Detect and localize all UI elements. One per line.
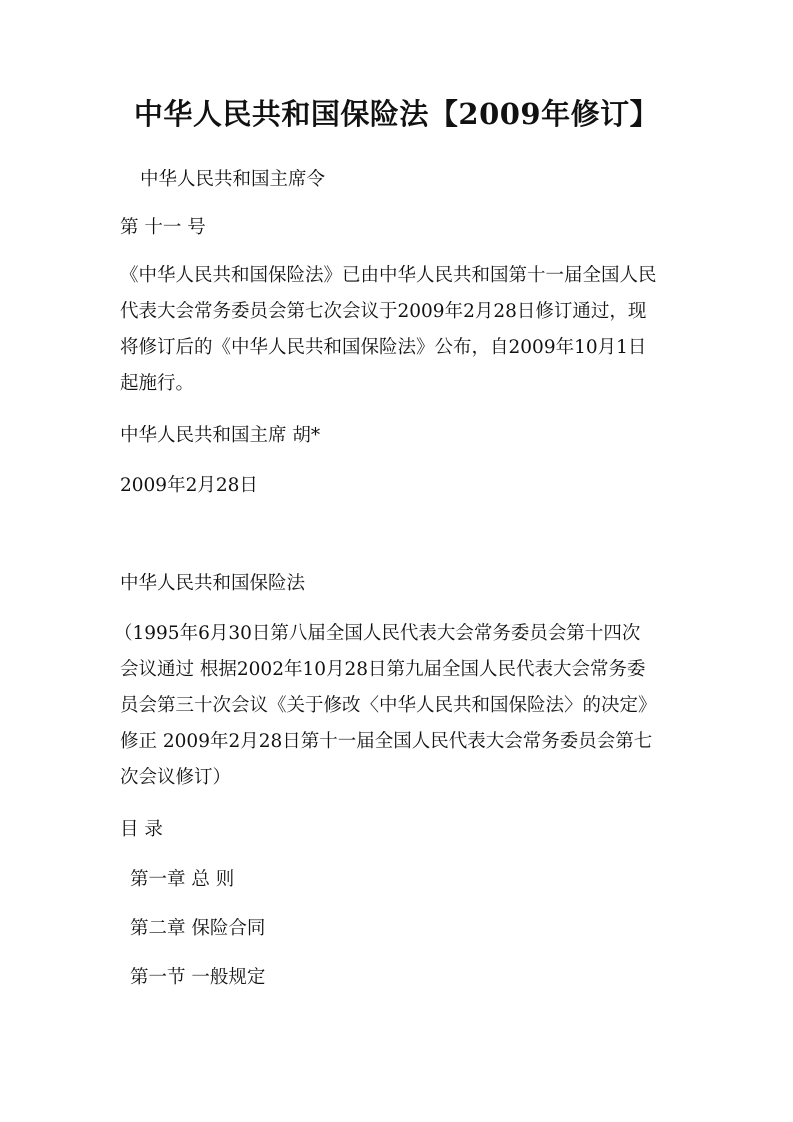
promulgation-line: 代表大会常务委员会第七次会议于2009年2月28日修订通过，现	[120, 301, 647, 322]
toc-item-chapter-2: 第二章 保险合同	[130, 918, 266, 939]
history-line: 修正 2009年2月28日第十一届全国人民代表大会常务委员会第七	[120, 731, 653, 752]
document-title: 中华人民共和国保险法【2009年修订】	[133, 97, 660, 131]
promulgation-line: 《中华人民共和国保险法》已由中华人民共和国第十一届全国人民	[120, 265, 657, 286]
toc-heading: 目 录	[120, 819, 163, 840]
order-number: 第 十一 号	[120, 217, 206, 238]
toc-item-section-1: 第一节 一般规定	[130, 967, 266, 988]
promulgation-line: 起施行。	[120, 373, 195, 394]
sign-date: 2009年2月28日	[120, 475, 258, 496]
signatory: 中华人民共和国主席 胡*	[120, 425, 321, 446]
toc-item-chapter-1: 第一章 总 则	[130, 869, 235, 890]
legislative-history	[114, 622, 674, 802]
history-line: （1995年6月30日第八届全国人民代表大会常务委员会第十四次	[114, 623, 641, 644]
promulgation-paragraph	[120, 264, 680, 408]
promulgation-line: 将修订后的《中华人民共和国保险法》公布，自2009年10月1日	[120, 337, 647, 358]
history-line: 次会议修订）	[120, 767, 232, 788]
history-line: 会议通过 根据2002年10月28日第九届全国人民代表大会常务委	[120, 659, 646, 680]
order-issuer: 中华人民共和国主席令	[140, 169, 326, 190]
law-name: 中华人民共和国保险法	[120, 573, 306, 594]
history-line: 员会第三十次会议《关于修改〈中华人民共和国保险法〉的决定》	[120, 695, 657, 716]
